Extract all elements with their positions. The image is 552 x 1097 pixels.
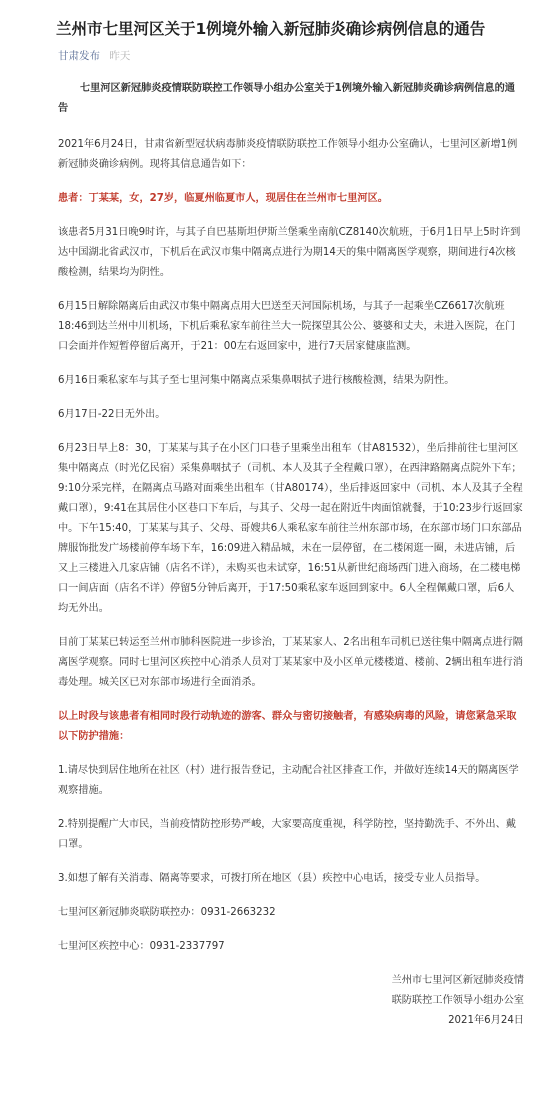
warning-notice: 以上时段与该患者有相同时段行动轨迹的游客、群众与密切接触者，有感染病毒的风险，请您紧急采取以下防护措施： xyxy=(58,711,517,742)
measure-item: 1.请尽快到居住地所在社区（村）进行报告登记，主动配合社区排查工作，并做好连续14天的隔离医学观察措施。 xyxy=(58,765,519,796)
article-meta xyxy=(58,49,524,63)
article-content xyxy=(58,79,524,1031)
signature-block xyxy=(58,971,524,1031)
notice-heading: 七里河区新冠肺炎疫情联防联控工作领导小组办公室关于1例境外输入新冠肺炎确诊病例信息的通告 xyxy=(58,83,515,114)
paragraph-trajectory-1: 该患者5月31日晚9时许，与其子自巴基斯坦伊斯兰堡乘坐南航CZ8140次航班，于6月1日早上5时许到达中国湖北省武汉市，下机后在武汉市集中隔离点进行为期14天的集中隔离医学观察，期间进行4次核酸检测，结果均为阴性。 xyxy=(58,227,521,278)
paragraph-trajectory-5: 6月23日早上8：30，丁某某与其子在小区门口巷子里乘坐出租车（甘A81532），坐后排前往七里河区集中隔离点（时光亿民宿）采集鼻咽拭子（司机、本人及其子全程戴口罩），在西津路隔离点院外下车；9:10分采完样，在隔离点马路对面乘坐出租车（甘A80174），坐后排返回家中（司机、本人及其子全程戴口罩），9:41在其居住小区巷口下车后，与其子、父母一起在附近牛肉面馆就餐，于10:23步行返回家中。下午15:40，丁某某与其子、父母、哥嫂共6人乘私家车前往兰州东部市场，在东部市场门口东部品牌服饰批发广场楼前停车场下车，16:09进入精品城，未在一层停留，在二楼闲逛一圈，未进店铺，后又上三楼进入几家店铺（店名不详），未购买也未试穿，16:51从新世纪商场西门进入商场，在二楼电梯口一间店面（店名不详）停留5分钟后离开，于17:50乘私家车返回到家中。6人全程佩戴口罩，后6人均无外出。 xyxy=(58,443,523,614)
signature-date: 2021年6月24日 xyxy=(448,1015,524,1026)
publish-time: 昨天 xyxy=(109,50,131,62)
signature-line: 联防联控工作领导小组办公室 xyxy=(391,995,524,1006)
article-title: 兰州市七里河区关于1例境外输入新冠肺炎确诊病例信息的通告 xyxy=(56,20,486,38)
patient-info: 患者：丁某某，女，27岁，临夏州临夏市人，现居住在兰州市七里河区。 xyxy=(58,193,388,204)
contact-phone-office: 七里河区新冠肺炎联防联控办：0931-2663232 xyxy=(58,907,276,918)
paragraph-trajectory-2: 6月15日解除隔离后由武汉市集中隔离点用大巴送至天河国际机场，与其子一起乘坐CZ6617次航班18:46到达兰州中川机场，下机后乘私家车前往兰大一院探望其公公、婆婆和丈夫，未进入医院，在门口会面并作短暂停留后离开，于21：00左右返回家中，进行7天居家健康监测。 xyxy=(58,301,516,352)
paragraph-current-status: 目前丁某某已转运至兰州市肺科医院进一步诊治，丁某某家人、2名出租车司机已送往集中隔离点进行隔离医学观察。同时七里河区疾控中心消杀人员对丁某某家中及小区单元楼楼道、楼前、2辆出租车进行消毒处理。城关区已对东部市场进行全面消杀。 xyxy=(58,637,523,688)
measure-item: 2.特别提醒广大市民，当前疫情防控形势严峻，大家要高度重视，科学防控，坚持勤洗手、不外出、戴口罩。 xyxy=(58,819,516,850)
signature-line: 兰州市七里河区新冠肺炎疫情 xyxy=(391,975,524,986)
paragraph-intro: 2021年6月24日，甘肃省新型冠状病毒肺炎疫情联防联控工作领导小组办公室确认，七里河区新增1例新冠肺炎确诊病例。现将其信息通告如下： xyxy=(58,139,518,170)
contact-phone-cdc: 七里河区疾控中心：0931-2337797 xyxy=(58,941,225,952)
measure-item: 3.如想了解有关消毒、隔离等要求，可拨打所在地区（县）疾控中心电话，接受专业人员指导。 xyxy=(58,873,486,884)
account-name-link[interactable]: 甘肃发布 xyxy=(58,50,100,62)
paragraph-trajectory-3: 6月16日乘私家车与其子至七里河集中隔离点采集鼻咽拭子进行核酸检测，结果为阴性。 xyxy=(58,375,455,386)
paragraph-trajectory-4: 6月17日-22日无外出。 xyxy=(58,409,166,420)
